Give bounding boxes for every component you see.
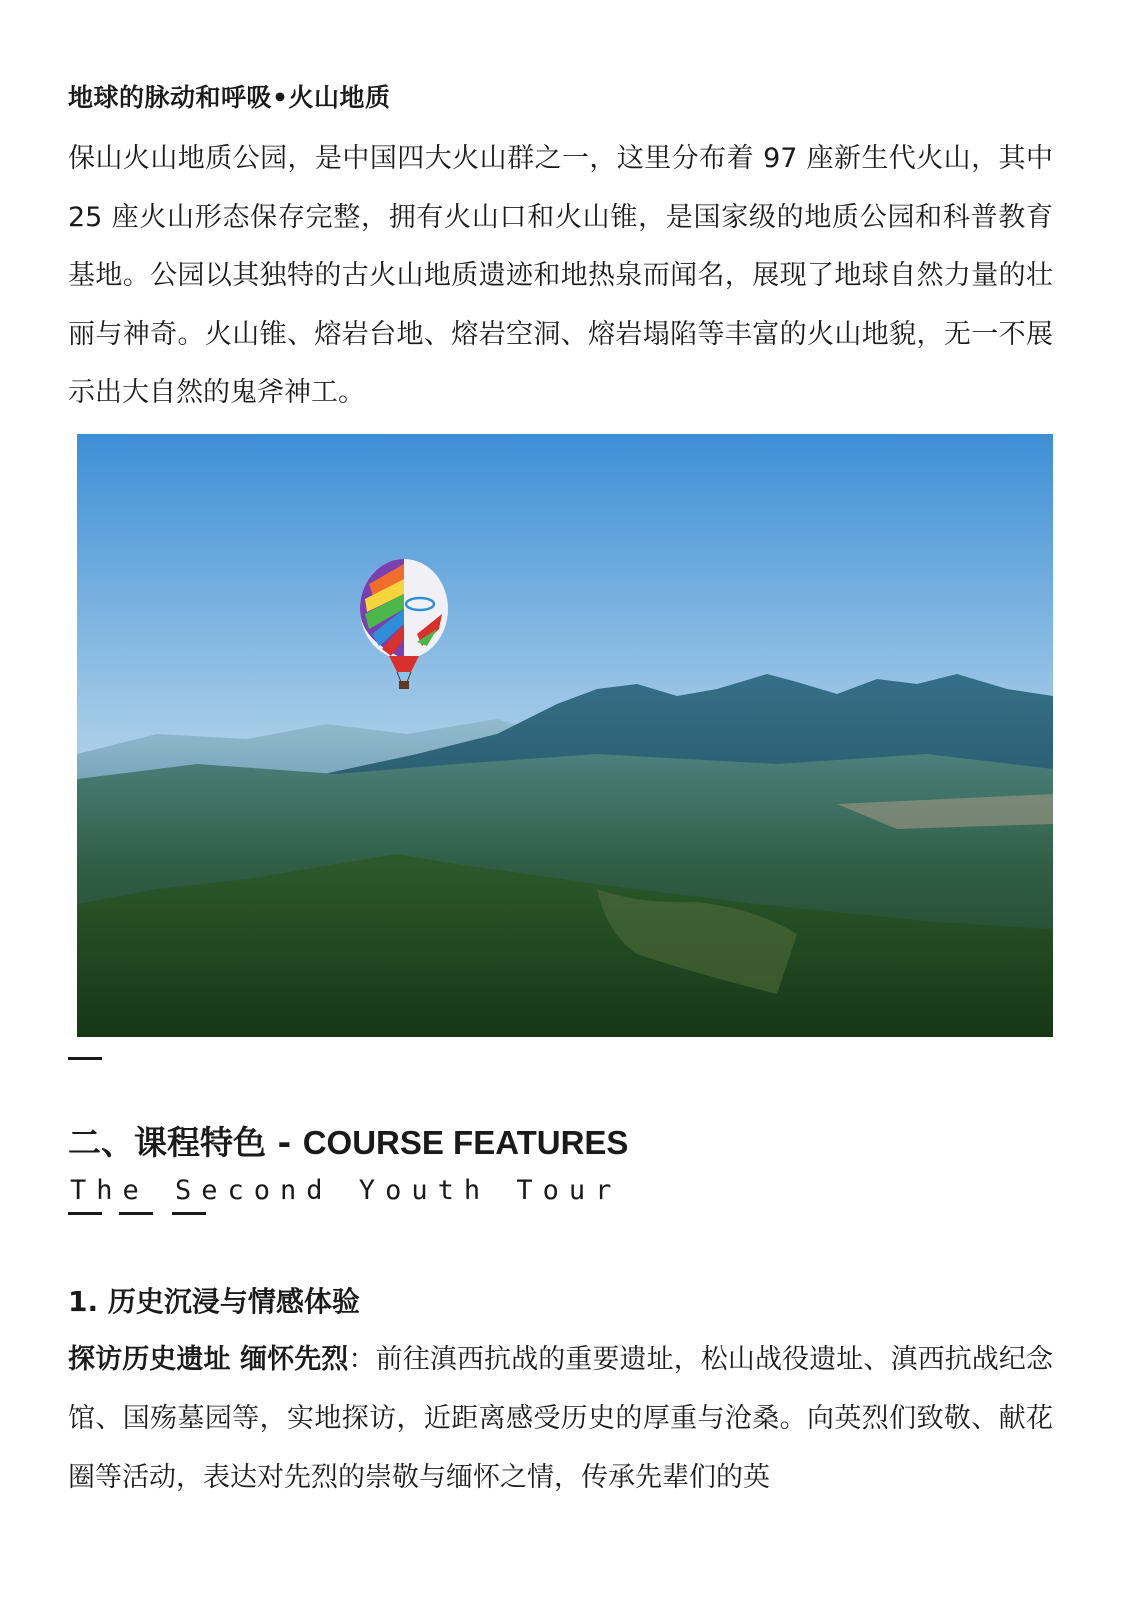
features-title-en: COURSE FEATURES — [302, 1124, 629, 1161]
feature-1-lead: 探访历史遗址 缅怀先烈 — [68, 1344, 349, 1375]
features-title-separator: - — [266, 1123, 303, 1162]
features-subtitle: The Second Youth Tour — [70, 1175, 622, 1206]
hot-air-balloon-landscape-photo — [77, 434, 1053, 1037]
feature-1-body: ：前往滇西抗战的重要遗址，松山战役遗址、滇西抗战纪念馆、国殇墓园等，实地探访，近距离感受历史的厚重与沧桑。向英烈们致敬、献花圈等活动，表达对先烈的崇敬与缅怀之情，传承先辈们的英 — [68, 1344, 1053, 1493]
divider-dash-3 — [172, 1212, 206, 1215]
features-title — [68, 1117, 628, 1164]
feature-1-paragraph — [68, 1330, 1053, 1507]
features-title-cn: 二、课程特色 — [68, 1123, 266, 1162]
divider-dash-2 — [119, 1212, 153, 1215]
section-heading: 地球的脉动和呼吸•火山地质 — [68, 83, 391, 112]
section-divider-dash — [68, 1057, 102, 1060]
landscape-illustration — [77, 434, 1053, 1037]
divider-dash-1 — [68, 1212, 102, 1215]
feature-1-heading: 1. 历史沉浸与情感体验 — [68, 1285, 360, 1318]
intro-paragraph: 保山火山地质公园，是中国四大火山群之一，这里分布着 97 座新生代火山，其中 25 座火山形态保存完整，拥有火山口和火山锥，是国家级的地质公园和科普教育基地。公园以其独特的古火山地质遗迹和地热泉而闻名，展现了地球自然力量的壮丽与神奇。火山锥、熔岩台地、熔岩空洞、熔岩塌陷等丰富的火山地貌，无一不展示出大自然的鬼斧神工。 — [68, 143, 1053, 408]
